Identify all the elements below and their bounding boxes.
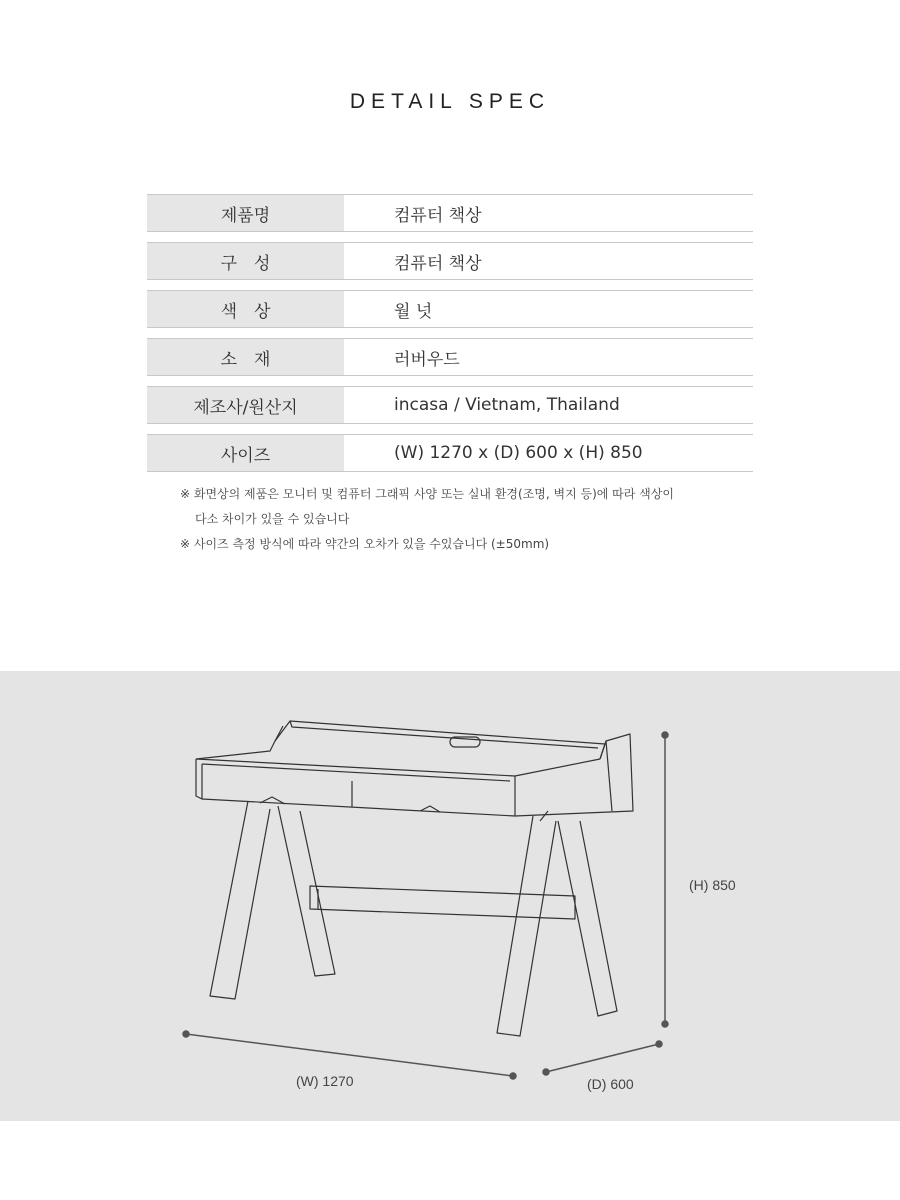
spec-row-color [147, 290, 753, 328]
notes [180, 482, 674, 557]
spec-value: 컴퓨터 책상 [344, 243, 753, 279]
spec-row-composition [147, 242, 753, 280]
spec-label: 색 상 [147, 291, 344, 327]
spec-row-size [147, 434, 753, 472]
spec-value: 월 넛 [344, 291, 753, 327]
height-dimension-label: (H) 850 [689, 877, 736, 893]
spec-row-manufacturer-origin [147, 386, 753, 424]
note-color-disclaimer: ※ 화면상의 제품은 모니터 및 컴퓨터 그래픽 사양 또는 실내 환경(조명, 벽지 등)에 따라 색상이 [180, 487, 674, 501]
width-dimension-label: (W) 1270 [296, 1073, 354, 1089]
note-color-disclaimer-cont: 다소 차이가 있을 수 있습니다 [195, 512, 350, 526]
spec-label: 제조사/원산지 [147, 387, 344, 423]
spec-row-product-name [147, 194, 753, 232]
spec-label: 구 성 [147, 243, 344, 279]
spec-value: 컴퓨터 책상 [344, 195, 753, 231]
spec-label: 소 재 [147, 339, 344, 375]
spec-value: (W) 1270 x (D) 600 x (H) 850 [344, 435, 753, 471]
spec-value: incasa / Vietnam, Thailand [344, 387, 753, 423]
spec-table [147, 194, 753, 482]
depth-dimension-label: (D) 600 [587, 1076, 634, 1092]
page-title: DETAIL SPEC [349, 90, 551, 113]
note-size-disclaimer: ※ 사이즈 측정 방식에 따라 약간의 오차가 있을 수있습니다 (±50mm) [180, 537, 550, 551]
spec-label: 제품명 [147, 195, 344, 231]
dimension-diagram [0, 671, 900, 1121]
desk-line-drawing [0, 671, 900, 1121]
spec-label: 사이즈 [147, 435, 344, 471]
spec-row-material [147, 338, 753, 376]
spec-value: 러버우드 [344, 339, 753, 375]
